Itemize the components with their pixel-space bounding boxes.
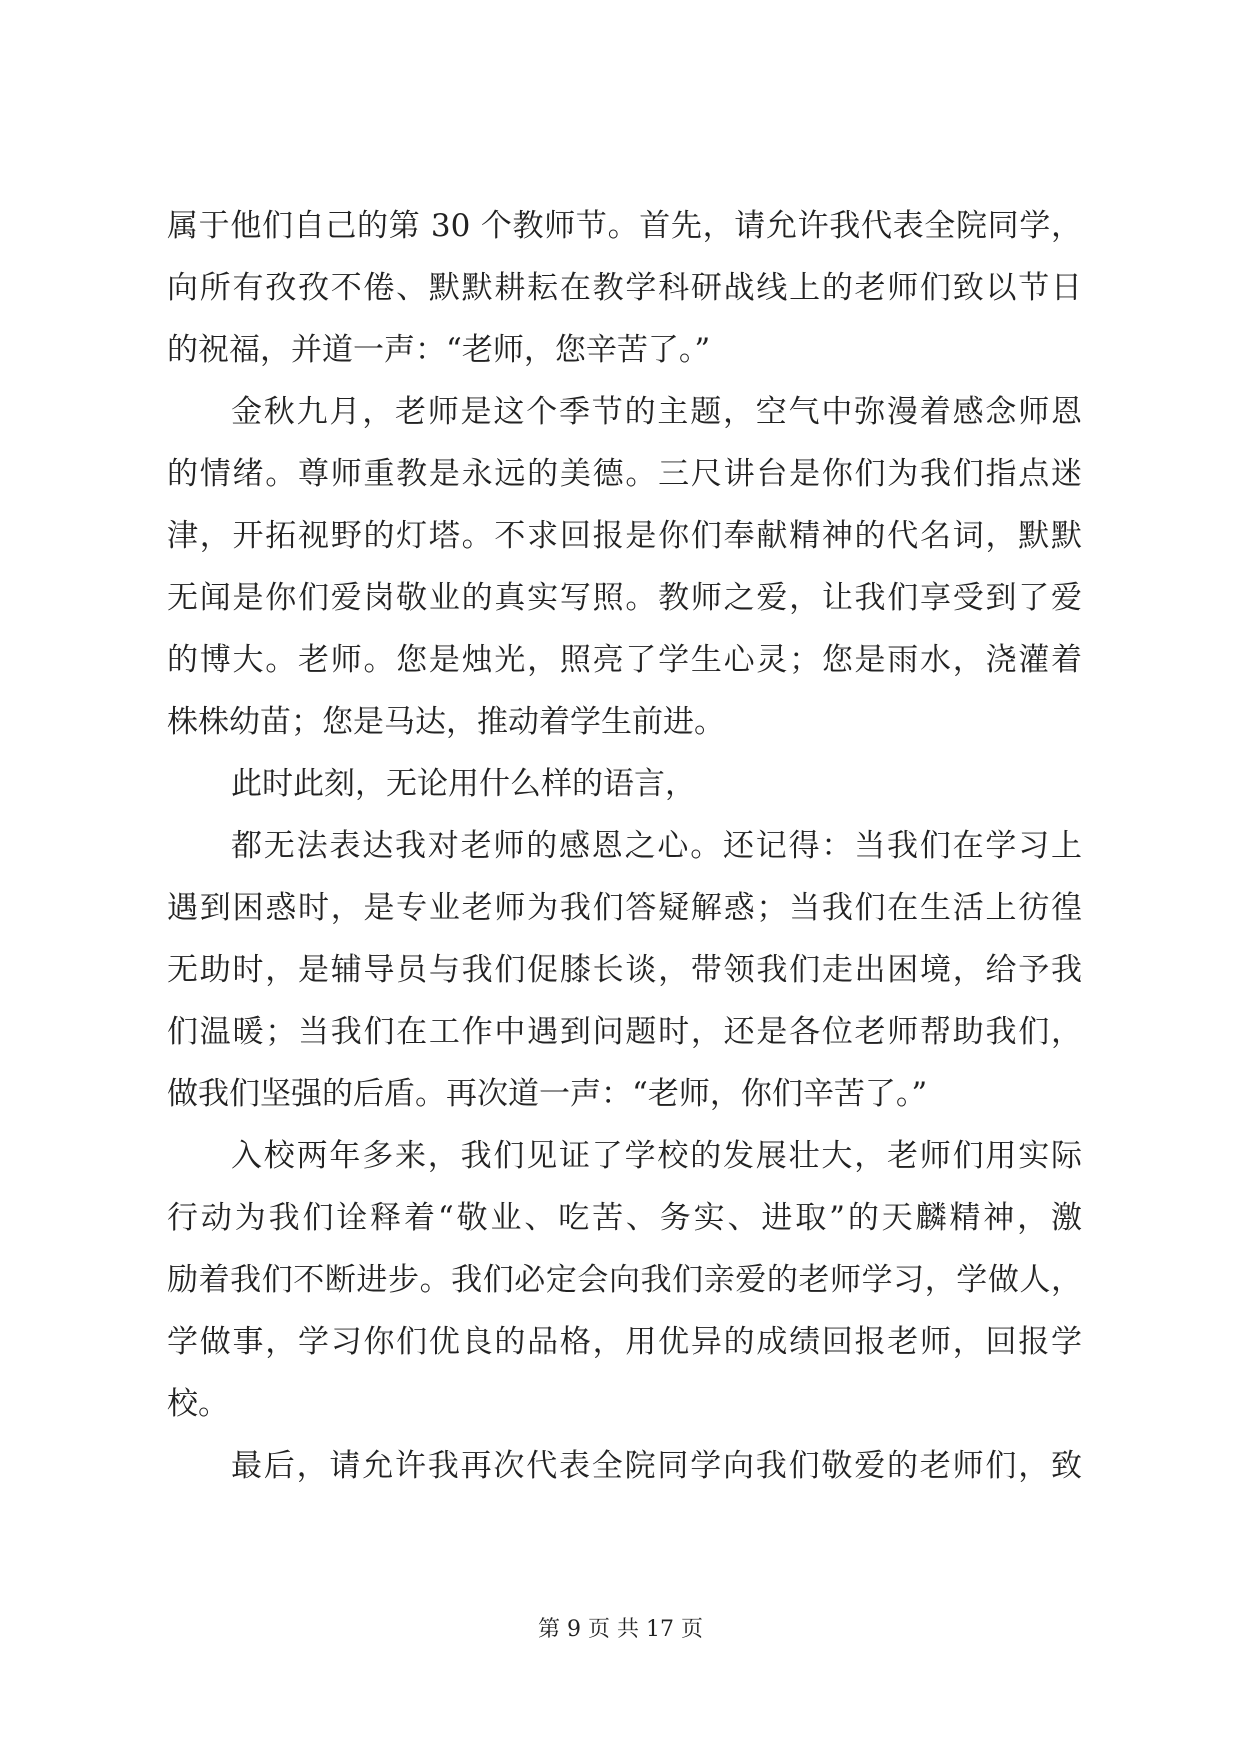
text-line: 学做事，学习你们优良的品格，用优异的成绩回报老师，回报学 [167, 1324, 1082, 1360]
page-number-label: 第 9 页 共 17 页 [538, 1617, 703, 1642]
text-line: 株株幼苗；您是马达，推动着学生前进。 [167, 704, 725, 740]
text-line: 的情绪。尊师重教是永远的美德。三尺讲台是你们为我们指点迷 [167, 456, 1082, 492]
body-text [167, 195, 1082, 1497]
text-line: 的博大。老师。您是烛光，照亮了学生心灵；您是雨水，浇灌着 [167, 642, 1082, 678]
text-line: 津，开拓视野的灯塔。不求回报是你们奉献精神的代名词，默默 [167, 518, 1082, 554]
page-footer [0, 1615, 1241, 1645]
text-line: 校。 [167, 1386, 229, 1422]
text-line: 的祝福，并道一声：“老师，您辛苦了。” [167, 332, 711, 368]
text-line: 入校两年多来，我们见证了学校的发展壮大，老师们用实际 [231, 1138, 1082, 1174]
text-line: 做我们坚强的后盾。再次道一声：“老师，你们辛苦了。” [167, 1076, 928, 1112]
text-line: 励着我们不断进步。我们必定会向我们亲爱的老师学习，学做人， [167, 1262, 1082, 1298]
text-line: 都无法表达我对老师的感恩之心。还记得：当我们在学习上 [231, 828, 1082, 864]
text-line: 们温暖；当我们在工作中遇到问题时，还是各位老师帮助我们， [167, 1014, 1082, 1050]
text-line: 此时此刻，无论用什么样的语言， [231, 766, 696, 802]
text-line: 无闻是你们爱岗敬业的真实写照。教师之爱，让我们享受到了爱 [167, 580, 1082, 616]
text-line: 遇到困惑时，是专业老师为我们答疑解惑；当我们在生活上彷徨 [167, 890, 1082, 926]
text-line: 无助时，是辅导员与我们促膝长谈，带领我们走出困境，给予我 [167, 952, 1082, 988]
text-line: 金秋九月，老师是这个季节的主题，空气中弥漫着感念师恩 [231, 394, 1082, 430]
text-line: 最后，请允许我再次代表全院同学向我们敬爱的老师们，致 [231, 1448, 1082, 1484]
text-line: 向所有孜孜不倦、默默耕耘在教学科研战线上的老师们致以节日 [167, 270, 1082, 306]
text-line: 属于他们自己的第 30 个教师节。首先，请允许我代表全院同学， [167, 208, 1082, 244]
text-line: 行动为我们诠释着“敬业、吃苦、务实、进取”的天麟精神，激 [167, 1200, 1082, 1236]
